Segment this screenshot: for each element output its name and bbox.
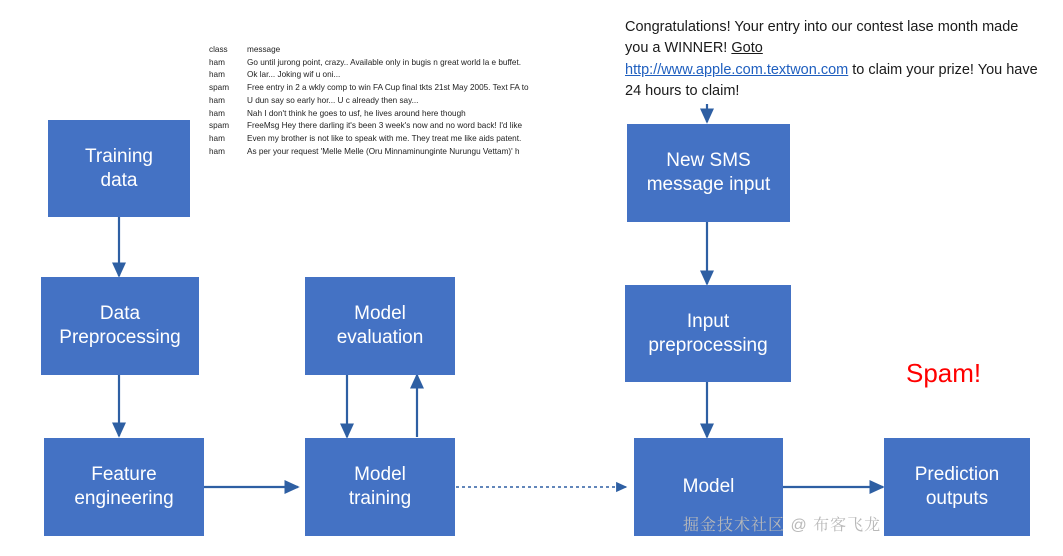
table-row [209,120,549,133]
cell-class: spam [209,121,230,131]
spam-label: Spam! [906,358,982,388]
cell-message: Even my brother is not like to speak with me. They treat me like aids patent. [247,133,522,143]
box-model-evaluation-line1: Model [354,303,406,325]
table-row [209,82,549,95]
box-input-preprocessing-line2: preprocessing [648,334,768,356]
cell-class: ham [209,57,225,67]
box-new-sms-input[interactable] [627,124,790,222]
box-data-preprocessing-line1: Data [99,303,141,325]
box-new-sms-input-line1: New SMS [666,150,751,172]
table-row [209,95,549,108]
table-row [209,69,549,82]
box-data-preprocessing-line2: Preprocessing [59,327,181,348]
cell-message: Free entry in 2 a wkly comp to win FA Cup final tkts 21st May 2005. Text FA to [247,83,529,93]
cell-message: Nah I don't think he goes to usf, he lives around here though [247,108,466,118]
sample-data-table [209,44,549,158]
cell-message: FreeMsg Hey there darling it's been 3 week's now and no word back! I'd like [247,121,523,131]
cell-message: Go until jurong point, crazy.. Available only in bugis n great world la e buffet. [247,57,521,67]
box-model-training-line1: Model [354,464,406,486]
table-row [209,108,549,121]
sms-message-text [625,17,1045,103]
table-row [209,146,549,159]
box-feature-engineering[interactable] [44,438,204,536]
box-data-preprocessing[interactable] [41,277,199,375]
box-training-data-line2: data [100,169,138,191]
sms-part1: Congratulations! Your entry into our contest lase month made you a WINNER! [625,19,1019,57]
cell-class: ham [209,108,225,118]
cell-class: ham [209,133,225,143]
box-feature-engineering-line2: engineering [74,488,174,509]
box-prediction-outputs-line1: Prediction [914,464,1000,486]
table-header-class: class [209,45,228,54]
box-input-preprocessing[interactable] [625,285,791,382]
box-model-training[interactable] [305,438,455,536]
box-feature-engineering-line1: Feature [91,464,157,486]
cell-message: Ok lar... Joking wif u oni... [247,70,341,80]
box-input-preprocessing-line1: Input [686,310,730,332]
box-new-sms-input-line2: message input [646,174,771,195]
box-model-evaluation-line2: evaluation [336,327,424,348]
box-model-evaluation[interactable] [305,277,455,375]
cell-class: ham [209,95,225,105]
table-row [209,57,549,70]
cell-class: spam [209,83,230,93]
cell-class: ham [209,70,225,80]
sms-url-link[interactable]: http://www.apple.com.textwon.com [625,61,849,78]
box-prediction-outputs[interactable] [884,438,1030,536]
table-header-row [209,44,549,57]
table-header-message: message [247,45,281,54]
box-prediction-outputs-line2: outputs [925,488,989,509]
cell-class: ham [209,146,225,156]
sms-part2: to claim your prize! You have 24 hours to claim! [625,61,1038,100]
box-model-line1: Model [682,476,735,498]
cell-message: U dun say so early hor... U c already then say... [247,95,419,105]
watermark: 掘金技术社区 @ 布客飞龙 [683,517,882,534]
box-training-data[interactable] [48,120,190,217]
box-training-data-line1: Training [85,145,153,167]
cell-message: As per your request 'Melle Melle (Oru Minnaminunginte Nurungu Vettam)' h [247,146,520,156]
box-model-training-line2: training [348,488,412,509]
table-row [209,133,549,146]
sms-goto: Goto [731,40,763,57]
